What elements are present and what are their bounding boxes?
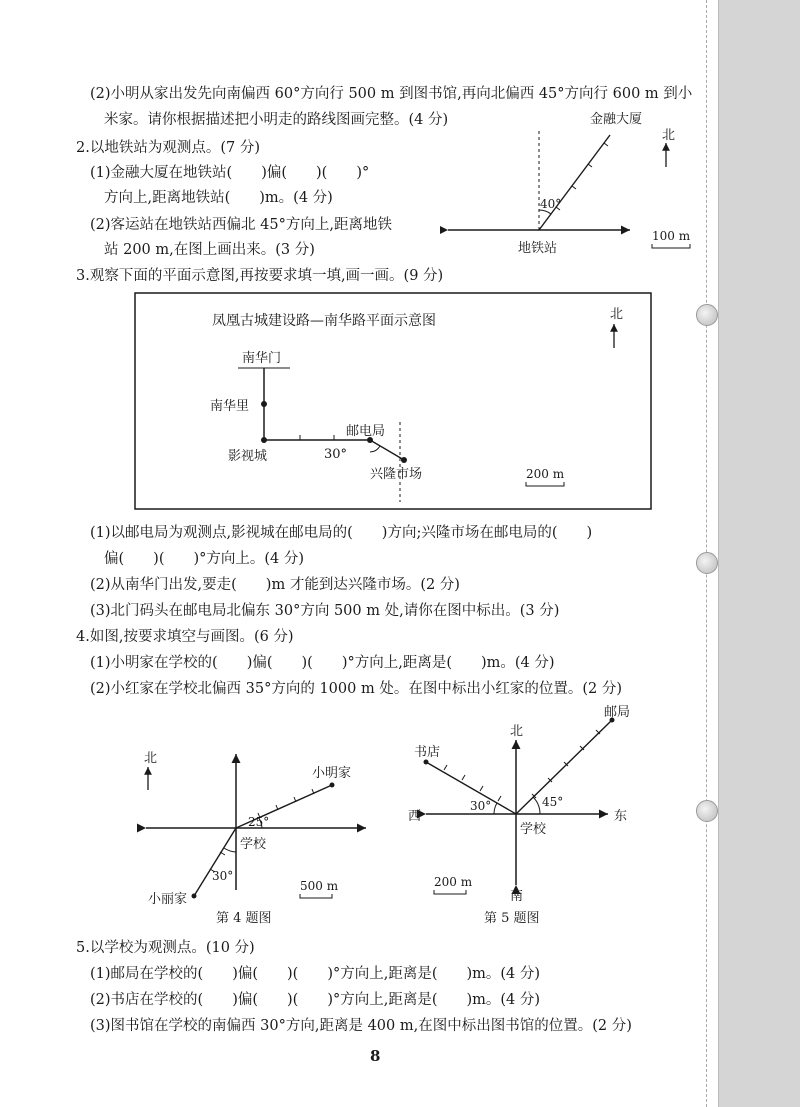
- nanhua-li-point: [261, 401, 267, 407]
- post-office-ray: [516, 720, 612, 814]
- angle-label: 30°: [324, 447, 348, 462]
- bookstore-label: 书店: [414, 745, 441, 760]
- nanhua-li-label: 南华里: [210, 399, 250, 414]
- school-label: 学校: [520, 822, 547, 837]
- punch-hole-icon: [696, 552, 718, 574]
- figure-caption: 第 4 题图: [216, 911, 272, 926]
- scale-ticks: [556, 143, 608, 210]
- angle45-label: 45°: [542, 795, 564, 809]
- q5-figure: [400, 700, 660, 932]
- post-office-label: 邮局: [604, 705, 631, 720]
- page-number: 8: [370, 1047, 381, 1065]
- north-label: 北: [662, 128, 676, 143]
- north-label: 北: [610, 307, 624, 322]
- scale-bar: [434, 890, 466, 894]
- scale-bar: [652, 244, 690, 248]
- q2-part1-line1: (1)金融大厦在地铁站( )偏( )( )°: [90, 165, 370, 181]
- cinema-label: 影视城: [228, 449, 268, 464]
- q4-figure: [136, 740, 376, 930]
- figure-caption: 第 5 题图: [484, 911, 540, 926]
- q3-part2: (2)从南华门出发,要走( )m 才能到达兴隆市场。(2 分): [90, 577, 460, 593]
- punch-hole-icon: [696, 800, 718, 822]
- building-ray: [539, 135, 610, 230]
- scale-label: 200 m: [526, 467, 565, 481]
- angle-arc: [494, 803, 497, 814]
- market-point: [401, 457, 407, 463]
- q5-part3: (3)图书馆在学校的南偏西 30°方向,距离是 400 m,在图中标出图书馆的位置。(2 分): [90, 1018, 632, 1034]
- scale-bar: [300, 894, 332, 898]
- xiaoli-home-label: 小丽家: [148, 892, 188, 907]
- xiaoli-ray: [194, 828, 236, 896]
- north-label: 北: [144, 751, 158, 766]
- angle-arc: [370, 446, 380, 452]
- map-title: 凤凰古城建设路—南华路平面示意图: [212, 313, 436, 329]
- q2-part2-line1: (2)客运站在地铁站西偏北 45°方向上,距离地铁: [90, 217, 392, 233]
- south-label: 南: [510, 889, 524, 904]
- q3-title: 3.观察下面的平面示意图,再按要求填一填,画一画。(9 分): [76, 268, 444, 284]
- north-label: 北: [510, 724, 524, 739]
- market-path: [370, 440, 404, 460]
- scale-label: 500 m: [300, 879, 339, 893]
- q2-figure: [440, 105, 710, 265]
- angle25-label: 25°: [248, 815, 270, 829]
- angle-arc: [533, 797, 540, 814]
- q5-part1: (1)邮局在学校的( )偏( )( )°方向上,距离是( )m。(4 分): [90, 966, 541, 982]
- q3-part3: (3)北门码头在邮电局北偏东 30°方向 500 m 处,请你在图中标出。(3 分): [90, 603, 560, 619]
- west-label: 西: [408, 809, 422, 824]
- subway-station-label: 地铁站: [518, 241, 558, 256]
- q3-map: [134, 292, 654, 512]
- q1-part2-line1: (2)小明从家出发先向南偏西 60°方向行 500 m 到图书馆,再向北偏西 45°方向行 600 m 到小: [90, 86, 693, 102]
- q5-title: 5.以学校为观测点。(10 分): [76, 940, 255, 956]
- q3-part1-line2: 偏( )( )°方向上。(4 分): [104, 551, 305, 567]
- scale-bar: [526, 482, 564, 486]
- financial-building-label: 金融大厦: [590, 112, 643, 127]
- bookstore-point: [424, 760, 429, 765]
- scale-label: 200 m: [434, 875, 473, 889]
- angle-label: 40°: [540, 197, 562, 211]
- post-office-label: 邮电局: [346, 424, 386, 439]
- binding-margin: [718, 0, 800, 1107]
- scale-ticks: [444, 765, 501, 801]
- q4-title: 4.如图,按要求填空与画图。(6 分): [76, 629, 294, 645]
- q4-part2: (2)小红家在学校北偏西 35°方向的 1000 m 处。在图中标出小红家的位置。(2 分): [90, 681, 622, 697]
- angle-arc: [224, 848, 236, 852]
- xiaoming-home-point: [330, 783, 335, 788]
- angle30-label: 30°: [212, 869, 234, 883]
- market-label: 兴隆市场: [370, 467, 423, 482]
- angle30-label: 30°: [470, 799, 492, 813]
- q2-part1-line2: 方向上,距离地铁站( )m。(4 分): [104, 190, 333, 206]
- q2-title: 2.以地铁站为观测点。(7 分): [76, 140, 260, 156]
- scale-label: 100 m: [652, 229, 691, 243]
- school-label: 学校: [240, 837, 267, 852]
- q1-part2-line2: 米家。请你根据描述把小明走的路线图画完整。(4 分): [104, 112, 449, 128]
- east-label: 东: [614, 809, 628, 824]
- q4-part1: (1)小明家在学校的( )偏( )( )°方向上,距离是( )m。(4 分): [90, 655, 555, 671]
- q3-part1-line1: (1)以邮电局为观测点,影视城在邮电局的( )方向;兴隆市场在邮电局的( ): [90, 525, 593, 541]
- xiaoming-home-label: 小明家: [312, 766, 352, 781]
- punch-hole-icon: [696, 304, 718, 326]
- q2-part2-line2: 站 200 m,在图上画出来。(3 分): [104, 242, 315, 258]
- q5-part2: (2)书店在学校的( )偏( )( )°方向上,距离是( )m。(4 分): [90, 992, 541, 1008]
- nanhua-gate-label: 南华门: [242, 351, 282, 366]
- xiaoli-home-point: [192, 894, 197, 899]
